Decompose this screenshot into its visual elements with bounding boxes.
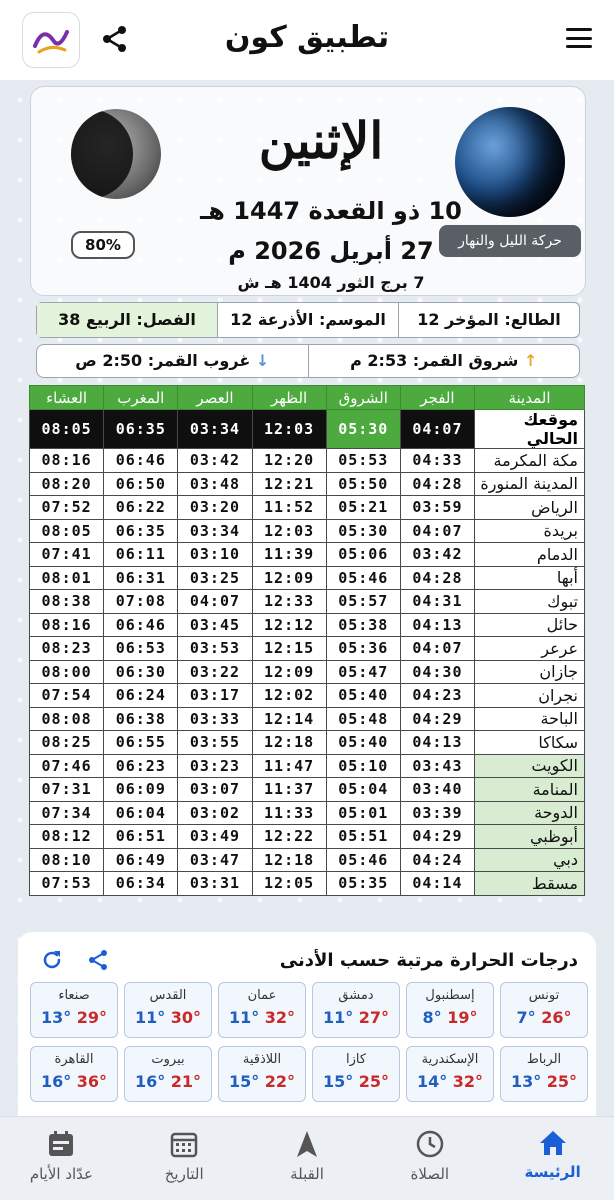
temp-values [501,1069,587,1091]
time-cell: 05:01 [326,801,400,825]
temp-values [219,1005,305,1027]
time-cell: 05:57 [326,590,400,614]
time-cell: 08:20 [30,472,104,496]
time-cell: 03:07 [178,778,252,802]
arrow-up-icon: ↑ [518,351,538,370]
time-cell: 06:30 [104,660,178,684]
temp-city-cell[interactable] [124,982,212,1038]
date-card [30,86,586,296]
time-cell: 07:31 [30,778,104,802]
time-cell: 12:20 [252,449,326,473]
time-cell: 03:48 [178,472,252,496]
time-cell: 04:33 [400,449,474,473]
city-cell: سكاكا [475,731,585,755]
table-row[interactable] [30,637,585,661]
time-cell: 03:20 [178,496,252,520]
share-icon[interactable] [86,948,110,972]
temp-high: 36° [76,1072,108,1091]
temperatures-panel [18,932,596,1132]
day-night-button[interactable]: حركة الليل والنهار [439,225,581,257]
temp-high: 25° [358,1072,390,1091]
temp-high: 25° [546,1072,578,1091]
moon-illumination-badge: 80% [71,231,135,259]
temp-city-cell[interactable] [124,1046,212,1102]
time-cell: 07:34 [30,801,104,825]
col-header: العصر [178,386,252,410]
time-cell: 12:22 [252,825,326,849]
time-cell: 07:54 [30,684,104,708]
temp-city-cell[interactable] [218,982,306,1038]
time-cell: 05:53 [326,449,400,473]
temp-city-name: دمشق [338,988,374,1003]
time-cell: 05:46 [326,566,400,590]
temp-high: 30° [170,1008,202,1027]
time-cell: 03:33 [178,707,252,731]
time-cell: 04:29 [400,825,474,849]
temp-city-name: إسطنبول [425,988,475,1003]
time-cell: 06:35 [104,410,178,449]
temp-high: 19° [447,1008,478,1027]
time-cell: 12:14 [252,707,326,731]
time-cell: 07:08 [104,590,178,614]
city-cell: الباحة [475,707,585,731]
time-cell: 03:02 [178,801,252,825]
time-cell: 03:55 [178,731,252,755]
time-cell: 03:47 [178,848,252,872]
time-cell: 03:53 [178,637,252,661]
time-cell: 07:52 [30,496,104,520]
time-cell: 04:29 [400,707,474,731]
temp-low: 15° [228,1072,260,1091]
temp-values [407,1005,493,1027]
time-cell: 05:21 [326,496,400,520]
temp-low: 11° [134,1008,166,1027]
time-cell: 03:42 [400,543,474,567]
table-row[interactable] [30,872,585,896]
temp-values [219,1069,305,1091]
time-cell: 05:47 [326,660,400,684]
time-cell: 04:31 [400,590,474,614]
time-cell: 05:35 [326,872,400,896]
clock-icon [415,1129,445,1159]
time-cell: 12:05 [252,872,326,896]
time-cell: 12:03 [252,410,326,449]
time-cell: 03:10 [178,543,252,567]
time-cell: 03:17 [178,684,252,708]
time-cell: 05:30 [326,410,400,449]
time-cell: 08:12 [30,825,104,849]
time-cell: 12:18 [252,731,326,755]
temp-city-cell[interactable] [218,1046,306,1102]
table-row[interactable] [30,754,585,778]
taali-cell: الطالع: المؤخر 12 [398,303,579,337]
time-cell: 03:34 [178,410,252,449]
prayer-times-table [29,385,585,896]
time-cell: 12:18 [252,848,326,872]
nav-qibla[interactable]: القبلة [246,1117,369,1200]
temp-high: 27° [358,1008,390,1027]
temp-city-name: كازا [345,1052,367,1067]
time-cell: 05:30 [326,519,400,543]
time-cell: 03:45 [178,613,252,637]
temp-values [313,1069,399,1091]
temp-values [31,1069,117,1091]
temp-values [407,1069,493,1091]
temp-city-cell[interactable] [406,982,494,1038]
moon-phase-icon[interactable] [71,109,161,199]
city-cell: مكة المكرمة [475,449,585,473]
temp-low: 7° [516,1008,536,1027]
city-cell: دبي [475,848,585,872]
temp-city-name: صنعاء [58,988,90,1003]
time-cell: 06:34 [104,872,178,896]
time-cell: 08:05 [30,519,104,543]
time-cell: 04:23 [400,684,474,708]
time-cell: 06:51 [104,825,178,849]
city-cell: تبوك [475,590,585,614]
time-cell: 12:33 [252,590,326,614]
table-row[interactable] [30,660,585,684]
time-cell: 04:28 [400,472,474,496]
time-cell: 07:46 [30,754,104,778]
time-cell: 08:16 [30,613,104,637]
table-row[interactable] [30,410,585,449]
time-cell: 06:50 [104,472,178,496]
time-cell: 06:38 [104,707,178,731]
time-cell: 03:59 [400,496,474,520]
calendar-counter-icon [46,1129,76,1159]
time-cell: 08:38 [30,590,104,614]
table-row[interactable] [30,848,585,872]
menu-icon[interactable] [566,28,592,48]
time-cell: 05:38 [326,613,400,637]
table-row[interactable] [30,801,585,825]
time-cell: 04:13 [400,613,474,637]
temp-high: 32° [452,1072,484,1091]
time-cell: 04:30 [400,660,474,684]
time-cell: 11:47 [252,754,326,778]
time-cell: 05:40 [326,731,400,755]
time-cell: 04:24 [400,848,474,872]
app-title: تطبيق كون [224,20,390,55]
temp-high: 26° [541,1008,572,1027]
time-cell: 05:48 [326,707,400,731]
time-cell: 06:35 [104,519,178,543]
time-cell: 06:53 [104,637,178,661]
city-cell: بريدة [475,519,585,543]
time-cell: 07:41 [30,543,104,567]
time-cell: 12:02 [252,684,326,708]
temp-city-name: الإسكندرية [421,1052,479,1067]
city-cell: عرعر [475,637,585,661]
temp-high: 22° [264,1072,296,1091]
temp-city-cell[interactable] [406,1046,494,1102]
time-cell: 06:31 [104,566,178,590]
time-cell: 08:00 [30,660,104,684]
temp-city-cell[interactable] [500,982,588,1038]
temp-city-cell[interactable] [312,1046,400,1102]
time-cell: 03:39 [400,801,474,825]
solar-date: 7 برج الثور 1404 هـ ش [237,273,425,292]
time-cell: 06:46 [104,613,178,637]
table-row[interactable] [30,472,585,496]
table-row[interactable] [30,707,585,731]
time-cell: 08:08 [30,707,104,731]
temp-values [501,1005,587,1027]
time-cell: 04:07 [400,519,474,543]
time-cell: 03:31 [178,872,252,896]
time-cell: 06:49 [104,848,178,872]
col-header: الفجر [400,386,474,410]
fasl-cell: الفصل: الربيع 38 [37,303,217,337]
time-cell: 03:49 [178,825,252,849]
season-strip [36,302,580,338]
mawsim-cell: الموسم: الأذرعة 12 [217,303,398,337]
temp-city-cell[interactable] [500,1046,588,1102]
moonrise-cell: ↑ شروق القمر: 2:53 م [308,345,580,377]
temp-values [125,1005,211,1027]
time-cell: 03:23 [178,754,252,778]
col-header: الشروق [326,386,400,410]
time-cell: 11:37 [252,778,326,802]
time-cell: 06:09 [104,778,178,802]
bottom-nav [0,1116,614,1200]
time-cell: 12:09 [252,566,326,590]
temp-low: 8° [422,1008,442,1027]
time-cell: 08:16 [30,449,104,473]
temp-low: 11° [228,1008,260,1027]
temp-city-name: القدس [149,988,187,1003]
day-name: الإثنين [258,111,384,170]
compass-arrow-icon [292,1129,322,1159]
moon-times-strip [36,344,580,378]
table-row[interactable] [30,684,585,708]
time-cell: 11:33 [252,801,326,825]
city-cell: الدوحة [475,801,585,825]
col-header: المدينة [475,386,585,410]
city-cell: أبوظبي [475,825,585,849]
time-cell: 08:05 [30,410,104,449]
time-cell: 08:25 [30,731,104,755]
time-cell: 06:24 [104,684,178,708]
nav-calendar[interactable]: التاريخ [123,1117,246,1200]
time-cell: 05:04 [326,778,400,802]
temp-high: 21° [170,1072,202,1091]
city-cell: نجران [475,684,585,708]
time-cell: 05:36 [326,637,400,661]
nav-prayer[interactable]: الصلاة [368,1117,491,1200]
temp-low: 13° [40,1008,72,1027]
time-cell: 08:23 [30,637,104,661]
city-cell: حائل [475,613,585,637]
hijri-date: 10 ذو القعدة 1447 هـ [200,197,462,225]
table-header-row [30,386,585,410]
nav-day-counter[interactable]: عدّاد الأيام [0,1117,123,1200]
table-row[interactable] [30,825,585,849]
time-cell: 03:25 [178,566,252,590]
time-cell: 03:43 [400,754,474,778]
time-cell: 05:51 [326,825,400,849]
time-cell: 06:46 [104,449,178,473]
arrow-down-icon: ↓ [250,351,270,370]
temp-low: 13° [510,1072,542,1091]
time-cell: 05:10 [326,754,400,778]
time-cell: 08:10 [30,848,104,872]
city-cell: الرياض [475,496,585,520]
table-row[interactable] [30,778,585,802]
col-header: العشاء [30,386,104,410]
temp-city-cell[interactable] [312,982,400,1038]
city-cell: المدينة المنورة [475,472,585,496]
temp-city-cell[interactable] [30,982,118,1038]
time-cell: 06:55 [104,731,178,755]
temp-city-name: تونس [528,988,560,1003]
col-header: الظهر [252,386,326,410]
time-cell: 03:40 [400,778,474,802]
time-cell: 05:40 [326,684,400,708]
city-cell: الدمام [475,543,585,567]
temp-city-name: بيروت [151,1052,185,1067]
time-cell: 03:42 [178,449,252,473]
city-cell: جازان [475,660,585,684]
table-row[interactable] [30,590,585,614]
time-cell: 06:22 [104,496,178,520]
nav-home[interactable]: الرئيسة [491,1117,614,1200]
time-cell: 04:07 [400,410,474,449]
temp-city-name: عمان [247,988,277,1003]
time-cell: 05:06 [326,543,400,567]
temp-city-name: اللاذقية [242,1052,282,1067]
app-header [0,0,614,80]
moonset-cell: ↓ غروب القمر: 2:50 ص [75,351,270,370]
time-cell: 03:22 [178,660,252,684]
time-cell: 04:28 [400,566,474,590]
time-cell: 06:04 [104,801,178,825]
temperatures-grid [28,982,588,1102]
time-cell: 05:46 [326,848,400,872]
temp-low: 15° [322,1072,354,1091]
time-cell: 12:03 [252,519,326,543]
temp-low: 16° [40,1072,72,1091]
col-header: المغرب [104,386,178,410]
time-cell: 04:07 [400,637,474,661]
time-cell: 08:01 [30,566,104,590]
table-row[interactable] [30,496,585,520]
temp-high: 32° [264,1008,296,1027]
refresh-icon[interactable] [40,948,64,972]
temp-high: 29° [76,1008,108,1027]
time-cell: 07:53 [30,872,104,896]
time-cell: 06:23 [104,754,178,778]
temp-values [313,1005,399,1027]
temp-values [125,1069,211,1091]
city-cell: موقعك الحالي [475,410,585,449]
table-row[interactable] [30,519,585,543]
gregorian-date: 27 أبريل 2026 م [228,237,434,265]
time-cell: 06:11 [104,543,178,567]
temp-city-name: القاهرة [54,1052,94,1067]
temp-low: 11° [322,1008,354,1027]
time-cell: 12:15 [252,637,326,661]
home-icon [538,1129,568,1157]
city-cell: المنامة [475,778,585,802]
temp-values [31,1005,117,1027]
table-row[interactable] [30,613,585,637]
time-cell: 03:34 [178,519,252,543]
city-cell: أبها [475,566,585,590]
calendar-grid-icon [169,1129,199,1159]
time-cell: 04:07 [178,590,252,614]
table-row[interactable] [30,731,585,755]
temp-city-cell[interactable] [30,1046,118,1102]
time-cell: 12:21 [252,472,326,496]
time-cell: 12:12 [252,613,326,637]
time-cell: 11:39 [252,543,326,567]
time-cell: 12:09 [252,660,326,684]
temp-low: 14° [416,1072,448,1091]
temperatures-title: درجات الحرارة مرتبة حسب الأدنى [279,950,578,971]
table-row[interactable] [30,543,585,567]
city-cell: مسقط [475,872,585,896]
table-row[interactable] [30,566,585,590]
time-cell: 05:50 [326,472,400,496]
city-cell: الكويت [475,754,585,778]
time-cell: 04:13 [400,731,474,755]
temp-city-name: الرباط [526,1052,562,1067]
table-row[interactable] [30,449,585,473]
time-cell: 04:14 [400,872,474,896]
temp-low: 16° [134,1072,166,1091]
time-cell: 11:52 [252,496,326,520]
